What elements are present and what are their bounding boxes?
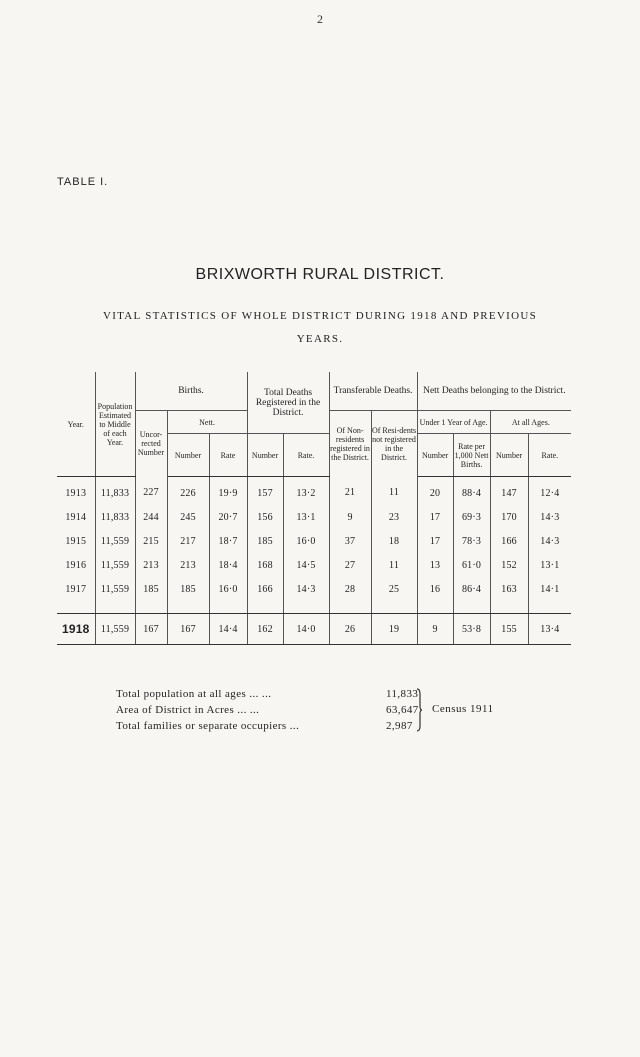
cell-nett-births: 185 (167, 577, 209, 601)
cell-total-deaths: 162 (247, 614, 283, 645)
cell-birth-rate: 14·4 (209, 614, 247, 645)
cell-uncorrected-births: 167 (135, 614, 167, 645)
header-all-ages-rate: Rate. (528, 434, 571, 477)
header-non-residents: Of Non-residents registered in the District. (329, 411, 371, 477)
cell-year: 1918 (57, 614, 95, 645)
cell-under-1-rate: 86·4 (453, 577, 490, 601)
cell-all-ages-rate: 14·3 (540, 511, 560, 523)
cell-death-rate: 14·3 (283, 577, 329, 601)
header-nett: Nett. (167, 411, 247, 434)
cell-all-ages-rate: 14·1 (540, 583, 560, 595)
cell-nett-births: 226 (167, 477, 209, 506)
cell-uncorrected-births: 185 (135, 577, 167, 601)
table-row (57, 477, 571, 506)
cell-year: 1916 (57, 553, 95, 577)
cell-birth-rate: 19·9 (209, 477, 247, 506)
census-value: 63,647 (386, 704, 419, 716)
cell-year: 1913 (57, 477, 95, 506)
cell-non-residents: 9 (329, 505, 371, 529)
census-value: 2,987 (386, 720, 413, 732)
subtitle (40, 305, 600, 351)
census-item (116, 718, 446, 734)
cell-uncorrected-births: 213 (135, 553, 167, 577)
census-label: Total families or separate occupiers ... (116, 720, 300, 732)
district-title: BRIXWORTH RURAL DISTRICT. (195, 266, 445, 283)
census-item (116, 702, 446, 718)
cell-population: 11,833 (95, 477, 135, 506)
cell-population: 11,559 (95, 614, 135, 645)
census-item (116, 686, 446, 702)
header-all-ages: At all Ages. (490, 411, 571, 434)
table-row (57, 529, 571, 553)
brace-icon (416, 688, 422, 732)
subtitle-line-2: YEARS. (296, 333, 344, 345)
header-under-1-number: Number (417, 434, 453, 477)
header-total-deaths: Total Deaths Registered in the District. (247, 372, 329, 434)
cell-residents-not-registered: 18 (371, 529, 417, 553)
header-births-nett-rate: Rate (209, 434, 247, 477)
census-summary (116, 686, 446, 734)
subtitle-line-1: VITAL STATISTICS OF WHOLE DISTRICT DURING 1918 AND PREVIOUS (102, 310, 538, 322)
cell-residents-not-registered: 23 (371, 505, 417, 529)
header-nett-deaths: Nett Deaths belonging to the District. (417, 372, 571, 411)
cell-nett-births: 167 (167, 614, 209, 645)
cell-year: 1914 (57, 505, 95, 529)
header-under-1-year: Under 1 Year of Age. (417, 411, 490, 434)
census-label: Total population at all ages ... ... (116, 688, 272, 700)
cell-nett-births: 217 (167, 529, 209, 553)
cell-under-1-number: 17 (417, 505, 453, 529)
cell-nett-births: 245 (167, 505, 209, 529)
cell-total-deaths: 168 (247, 553, 283, 577)
header-uncorrected-number: Uncor-rected Number (135, 411, 167, 477)
cell-population: 11,559 (95, 577, 135, 601)
cell-under-1-rate: 78·3 (453, 529, 490, 553)
cell-non-residents: 27 (329, 553, 371, 577)
cell-under-1-rate: 88·4 (453, 477, 490, 506)
header-deaths-rate: Rate. (283, 434, 329, 477)
cell-uncorrected-births: 227 (135, 477, 167, 506)
cell-residents-not-registered: 11 (371, 553, 417, 577)
cell-residents-not-registered: 19 (371, 614, 417, 645)
cell-death-rate: 13·2 (283, 477, 329, 506)
header-all-ages-number: Number (490, 434, 528, 477)
cell-under-1-number: 17 (417, 529, 453, 553)
cell-total-deaths: 157 (247, 477, 283, 506)
cell-under-1-rate: 69·3 (453, 505, 490, 529)
cell-under-1-number: 20 (417, 477, 453, 506)
cell-all-ages-rate: 14·3 (540, 535, 560, 547)
cell-non-residents: 28 (329, 577, 371, 601)
cell-uncorrected-births: 244 (135, 505, 167, 529)
header-deaths-number: Number (247, 434, 283, 477)
cell-all-ages-number: 163 (490, 577, 528, 601)
cell-birth-rate: 16·0 (209, 577, 247, 601)
cell-death-rate: 14·0 (283, 614, 329, 645)
cell-non-residents: 21 (329, 477, 371, 506)
table-separator (57, 601, 571, 614)
vital-statistics-table (57, 372, 571, 645)
cell-all-ages-rate: 13·4 (528, 614, 571, 645)
table-label: TABLE I. (57, 176, 109, 188)
cell-population: 11,559 (95, 529, 135, 553)
cell-nett-births: 213 (167, 553, 209, 577)
cell-all-ages-rate: 13·1 (540, 559, 560, 571)
header-births-nett-number: Number (167, 434, 209, 477)
census-label: Area of District in Acres ... ... (116, 704, 260, 716)
cell-birth-rate: 20·7 (209, 505, 247, 529)
cell-under-1-number: 9 (417, 614, 453, 645)
cell-all-ages-number: 166 (490, 529, 528, 553)
cell-year: 1917 (57, 577, 95, 601)
cell-all-ages-number: 152 (490, 553, 528, 577)
table-row (57, 553, 571, 577)
cell-death-rate: 16·0 (283, 529, 329, 553)
cell-death-rate: 13·1 (283, 505, 329, 529)
cell-all-ages-number: 147 (490, 477, 528, 506)
census-note: Census 1911 (432, 703, 494, 715)
table-row-1918 (57, 614, 571, 645)
cell-all-ages-number: 155 (490, 614, 528, 645)
cell-all-ages-rate: 12·4 (540, 487, 560, 499)
cell-residents-not-registered: 11 (371, 477, 417, 506)
cell-population: 11,559 (95, 553, 135, 577)
cell-birth-rate: 18·7 (209, 529, 247, 553)
cell-total-deaths: 166 (247, 577, 283, 601)
cell-residents-not-registered: 25 (371, 577, 417, 601)
cell-under-1-number: 16 (417, 577, 453, 601)
header-year: Year. (57, 372, 95, 477)
cell-uncorrected-births: 215 (135, 529, 167, 553)
cell-total-deaths: 185 (247, 529, 283, 553)
header-population: Population Estimated to Middle of each Year. (95, 372, 135, 477)
header-rate-per-1000: Rate per 1,000 Nett Births. (453, 434, 490, 477)
cell-non-residents: 37 (329, 529, 371, 553)
cell-all-ages-number: 170 (490, 505, 528, 529)
page-number: 2 (317, 12, 323, 26)
cell-death-rate: 14·5 (283, 553, 329, 577)
table-row (57, 577, 571, 601)
cell-non-residents: 26 (329, 614, 371, 645)
table-row (57, 505, 571, 529)
header-transferable-deaths: Transferable Deaths. (329, 372, 417, 411)
cell-year: 1915 (57, 529, 95, 553)
cell-population: 11,833 (95, 505, 135, 529)
cell-under-1-number: 13 (417, 553, 453, 577)
census-value: 11,833 (386, 688, 419, 700)
header-residents-not-registered: Of Resi-dents not registered in the District. (371, 411, 417, 477)
cell-birth-rate: 18·4 (209, 553, 247, 577)
cell-under-1-rate: 53·8 (453, 614, 490, 645)
cell-total-deaths: 156 (247, 505, 283, 529)
header-births: Births. (135, 372, 247, 411)
cell-under-1-rate: 61·0 (453, 553, 490, 577)
